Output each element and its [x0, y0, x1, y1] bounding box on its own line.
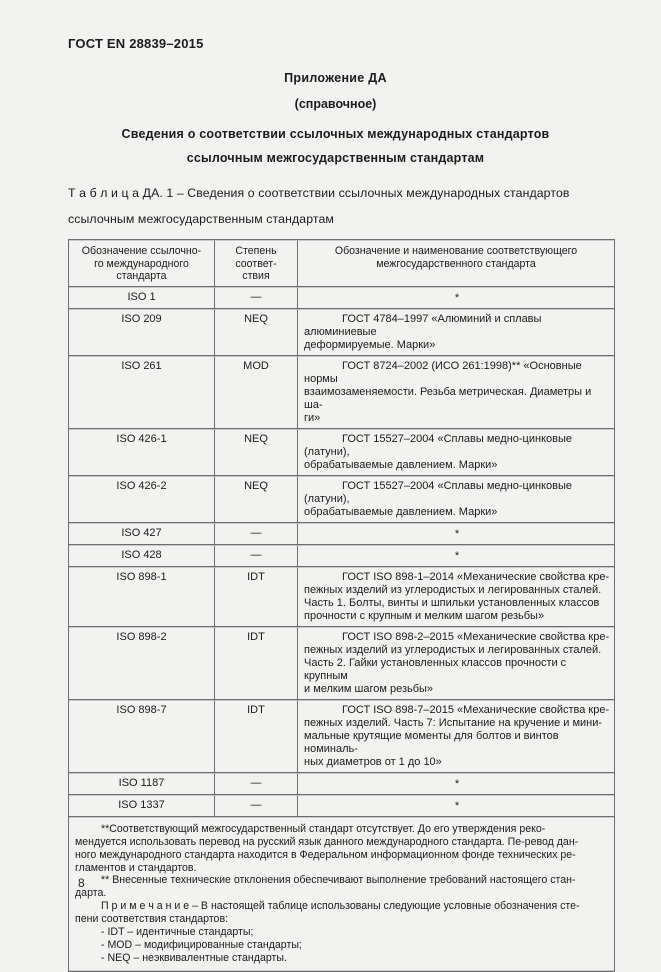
gost-standard-cell — [298, 795, 614, 817]
text-line: * — [454, 799, 460, 812]
text-line: обрабатываемые давлением. Марки» — [304, 505, 498, 518]
text-line: го международного — [94, 257, 189, 270]
text-line: мальные крутящие моменты для болтов и винтов номиналь- — [304, 729, 559, 755]
gost-standard-cell — [298, 523, 614, 545]
iso-standard-cell: ISO 428 — [69, 545, 215, 567]
text-line: * — [454, 777, 460, 790]
text-line: ГОСТ ISO 898-2–2015 «Механические свойства кре- — [342, 630, 610, 643]
table-row — [69, 429, 614, 476]
iso-standard-cell: ISO 427 — [69, 523, 215, 545]
gost-standard-cell — [298, 476, 614, 523]
footnote-cell — [69, 817, 614, 971]
document-number: ГОСТ EN 28839–2015 — [68, 36, 204, 51]
text-line: и мелким шагом резьбы» — [304, 682, 434, 695]
table-row — [69, 627, 614, 700]
iso-standard-cell: ISO 1 — [69, 287, 215, 309]
text-line: Степень — [235, 245, 277, 257]
document-title — [68, 122, 603, 170]
degree-cell: MOD — [215, 356, 298, 429]
degree-cell: — — [215, 545, 298, 567]
degree-cell: — — [215, 287, 298, 309]
appendix-title: Приложение ДА — [284, 71, 387, 85]
text-line: Т а б л и ц а ДА. 1 – Сведения о соответствии ссылочных международных стандартов — [68, 186, 570, 200]
text-line: Часть 1. Болты, винты и шпильки установленных классов — [304, 596, 600, 609]
text-line: ссылочным межгосударственным стандартам — [186, 151, 485, 165]
footnote-text — [75, 823, 608, 965]
text-line: ссылочным межгосударственным стандартам — [68, 212, 334, 226]
text-line: * — [454, 549, 460, 562]
text-line: обрабатываемые давлением. Марки» — [304, 458, 498, 471]
footnote-line: ного международного стандарта находится в Федеральном информационном фонде технических ре- — [75, 848, 576, 861]
iso-standard-cell: ISO 898-2 — [69, 627, 215, 700]
text-line: прочности с крупным и мелким шагом резьбы» — [304, 609, 545, 622]
footnote-line: пени соответствия стандартов: — [75, 913, 229, 926]
degree-cell: — — [215, 523, 298, 545]
degree-cell: NEQ — [215, 429, 298, 476]
table-footnotes — [69, 817, 614, 971]
text-line: соответ- — [235, 257, 277, 270]
text-line: ГОСТ 4784–1997 «Алюминий и сплавы алюминиевые — [304, 312, 542, 338]
degree-cell: IDT — [215, 627, 298, 700]
table-row — [69, 523, 614, 545]
gost-standard-cell — [298, 773, 614, 795]
degree-cell: NEQ — [215, 476, 298, 523]
text-line: ГОСТ ISO 898-7–2015 «Механические свойства кре- — [342, 703, 610, 716]
page-content — [68, 36, 610, 972]
iso-standard-cell: ISO 426-2 — [69, 476, 215, 523]
table-row — [69, 773, 614, 795]
table-row — [69, 287, 614, 309]
header-degree — [215, 240, 298, 287]
footnote-line: - MOD – модифицированные стандарты; — [101, 938, 302, 951]
degree-cell: IDT — [215, 700, 298, 773]
text-line: ги» — [304, 411, 321, 424]
table-header — [69, 240, 614, 287]
iso-standard-cell: ISO 1337 — [69, 795, 215, 817]
text-line: стандарта — [116, 270, 167, 283]
degree-cell: NEQ — [215, 309, 298, 356]
footnote-line: ** Внесенные технические отклонения обеспечивают выполнение требований настоящего стан- — [101, 874, 576, 887]
text-line: межгосударственного стандарта — [376, 257, 536, 270]
footnote-line: дарта. — [75, 887, 107, 900]
table-row — [69, 545, 614, 567]
iso-standard-cell: ISO 426-1 — [69, 429, 215, 476]
degree-cell: — — [215, 773, 298, 795]
table-row — [69, 309, 614, 356]
text-line: ГОСТ 8724–2002 (ИСО 261:1998)** «Основные нормы — [304, 359, 582, 385]
text-line: взаимозаменяемости. Резьба метрическая. Диаметры и ша- — [304, 385, 592, 411]
degree-cell: — — [215, 795, 298, 817]
footnote-line: гламентов и стандартов. — [75, 861, 197, 874]
gost-standard-cell — [298, 700, 614, 773]
table-body — [69, 287, 614, 817]
gost-standard-cell — [298, 309, 614, 356]
text-line: Часть 2. Гайки установленных классов прочности с крупным — [304, 656, 567, 682]
text-line: Обозначение и наименование соответствующего — [334, 245, 578, 257]
text-line: Обозначение ссылочно- — [81, 245, 202, 257]
gost-standard-cell — [298, 567, 614, 627]
iso-standard-cell: ISO 261 — [69, 356, 215, 429]
header-international-standard — [69, 240, 215, 287]
text-line: пежных изделий из углеродистых и легированных сталей. — [304, 643, 602, 656]
gost-standard-cell — [298, 627, 614, 700]
table-row — [69, 476, 614, 523]
text-line: ных диаметров от 1 до 10» — [304, 755, 442, 768]
text-line: Сведения о соответствии ссылочных международных стандартов — [121, 127, 550, 141]
footnote-line: мендуется использовать перевод на русский язык данного международного стандарта. Пе-ревод дан- — [75, 835, 579, 848]
gost-standard-cell — [298, 356, 614, 429]
text-line: пежных изделий. Часть 7: Испытание на кручение и мини- — [304, 716, 603, 729]
table-row — [69, 700, 614, 773]
table-caption — [68, 180, 603, 232]
text-line: * — [454, 527, 460, 540]
gost-standard-cell — [298, 287, 614, 309]
footnote-line: - NEQ – неэквивалентные стандарты. — [101, 951, 287, 964]
table-row — [69, 567, 614, 627]
table-row — [69, 795, 614, 817]
iso-standard-cell: ISO 898-1 — [69, 567, 215, 627]
text-line: * — [454, 291, 460, 304]
footnote-line: - IDT – идентичные стандарты; — [101, 926, 254, 939]
text-line: ГОСТ 15527–2004 «Сплавы медно-цинковые (латуни), — [304, 479, 572, 505]
table-row — [69, 356, 614, 429]
text-line: ствия — [242, 270, 270, 283]
text-line: ГОСТ ISO 898-1–2014 «Механические свойства кре- — [342, 570, 610, 583]
correspondence-table — [68, 239, 615, 972]
text-line: деформируемые. Марки» — [304, 338, 436, 351]
appendix-subtitle: (справочное) — [294, 97, 377, 111]
text-line: ГОСТ 15527–2004 «Сплавы медно-цинковые (латуни), — [304, 432, 572, 458]
iso-standard-cell: ISO 898-7 — [69, 700, 215, 773]
header-interstate-standard — [298, 240, 614, 287]
gost-standard-cell — [298, 429, 614, 476]
page-number: 8 — [78, 876, 85, 890]
gost-standard-cell — [298, 545, 614, 567]
iso-standard-cell: ISO 1187 — [69, 773, 215, 795]
footnote-line: **Соответствующий межгосударственный стандарт отсутствует. До его утверждения реко- — [101, 822, 546, 835]
footnote-line: П р и м е ч а н и е – В настоящей таблице использованы следующие условные обозначения сте- — [101, 900, 580, 913]
text-line: пежных изделий из углеродистых и легированных сталей. — [304, 583, 602, 596]
degree-cell: IDT — [215, 567, 298, 627]
iso-standard-cell: ISO 209 — [69, 309, 215, 356]
